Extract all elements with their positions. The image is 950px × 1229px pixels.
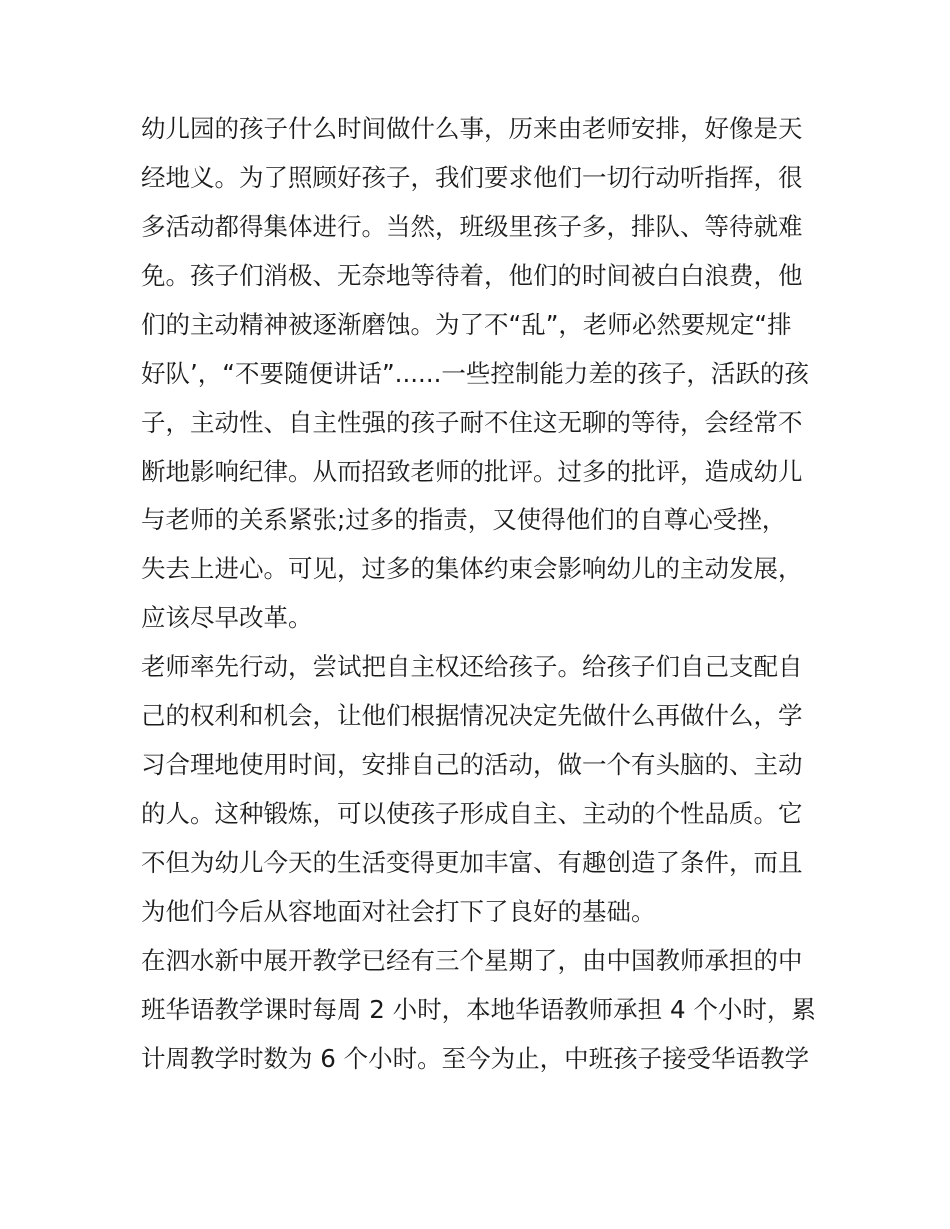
text-line: 与老师的关系紧张;过多的指责，又使得他们的自尊心受挫，: [141, 505, 787, 534]
text-line: 多活动都得集体进行。当然，班级里孩子多，排队、等待就难: [141, 212, 803, 241]
text-line: 幼儿园的孩子什么时间做什么事，历来由老师安排，好像是天: [141, 114, 803, 143]
text-line: 失去上进心。可见，过多的集体约束会影响幼儿的主动发展，: [141, 554, 803, 583]
text-line: 免。孩子们消极、无奈地等待着，他们的时间被白白浪费，他: [141, 261, 803, 290]
text-line: 们的主动精神被逐渐磨蚀。为了不“乱”，老师必然要规定“排: [141, 310, 792, 339]
text-line: 计周教学时数为 6 个小时。至今为止，中班孩子接受华语教学: [141, 1044, 810, 1073]
text-line: 不但为幼儿今天的生活变得更加丰富、有趣创造了条件，而且: [141, 848, 803, 877]
text-line: 班华语教学课时每周 2 小时，本地华语教师承担 4 个小时，累: [141, 995, 816, 1024]
text-line: 老师率先行动，尝试把自主权还给孩子。给孩子们自己支配自: [141, 652, 803, 681]
text-line: 应该尽早改革。: [141, 603, 313, 632]
text-line: 的人。这种锻炼，可以使孩子形成自主、主动的个性品质。它: [141, 799, 803, 828]
text-line: 子，主动性、自主性强的孩子耐不住这无聊的等待，会经常不: [141, 408, 803, 437]
text-line: 在泗水新中展开教学已经有三个星期了，由中国教师承担的中: [141, 946, 803, 975]
text-line: 经地义。为了照顾好孩子，我们要求他们一切行动听指挥，很: [141, 163, 803, 192]
text-line: 断地影响纪律。从而招致老师的批评。过多的批评，造成幼儿: [141, 457, 803, 486]
text-line: 习合理地使用时间，安排自己的活动，做一个有头脑的、主动: [141, 750, 803, 779]
text-line: 己的权利和机会，让他们根据情况决定先做什么再做什么，学: [141, 701, 803, 730]
text-line: 好队’，“不要随便讲话”......一些控制能力差的孩子，活跃的孩: [141, 359, 809, 388]
text-line: 为他们今后从容地面对社会打下了良好的基础。: [141, 897, 656, 926]
